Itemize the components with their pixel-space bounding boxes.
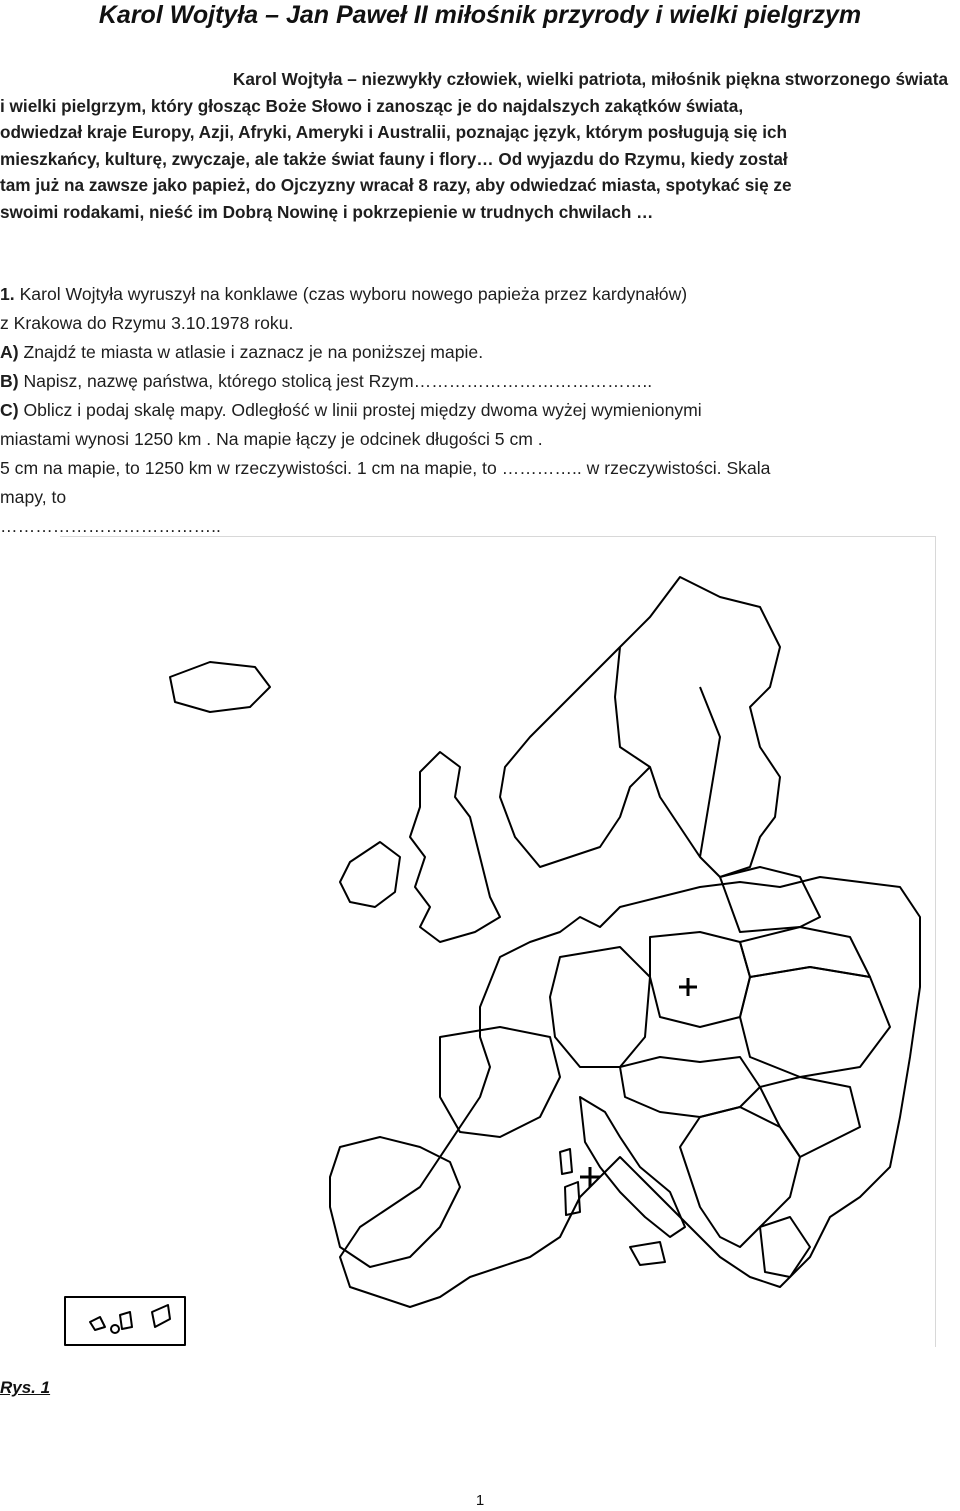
finland-border (700, 687, 720, 857)
page-number: 1 (475, 1492, 485, 1509)
task-c-label: C) (0, 400, 19, 420)
task-c-line-2: miastami wynosi 1250 km . Na mapie łączy je odcinek długości 5 cm . (0, 429, 543, 449)
corsica-outline (560, 1149, 572, 1174)
rome-marker-icon (580, 1167, 600, 1187)
intro-line: tam już na zawsze jako papież, do Ojczyzny wracał 8 razy, aby odwiedzać miasta, spotykać się ze (0, 175, 792, 196)
baltic-border (720, 867, 820, 932)
intro-line: Karol Wojtyła – niezwykły człowiek, wielki patriota, miłośnik piękna stworzonego świata (232, 69, 948, 89)
iceland-outline (170, 662, 270, 712)
belarus-border (740, 927, 870, 977)
romania-border (760, 1077, 860, 1157)
inset-island (111, 1325, 119, 1333)
germany-border (550, 947, 650, 1067)
task-c-line-4: mapy, to (0, 487, 67, 507)
intro-paragraph (0, 66, 958, 226)
task-a: A) Znajdź te miasta w atlasie i zaznacz je na poniższej mapie. (0, 342, 484, 362)
inset-island (90, 1317, 105, 1330)
inset-island (152, 1305, 170, 1327)
france-border (440, 1027, 560, 1137)
task-b-label: B) (0, 371, 19, 391)
europe-outline-map-icon (60, 537, 935, 1347)
balkans-outline (680, 1107, 800, 1247)
poland-border (650, 932, 750, 1027)
figure-caption: Rys. 1 (0, 1378, 51, 1397)
sicily-outline (630, 1242, 665, 1265)
central-border (620, 1057, 760, 1117)
iberia-outline (330, 1137, 460, 1267)
krakow-marker-icon (679, 978, 697, 996)
intro-line: i wielki pielgrzym, który głosząc Boże Słowo i zanosząc je do najdalszych zakątków świata, (0, 95, 744, 116)
ukraine-border (740, 967, 890, 1077)
task-section (0, 280, 958, 541)
task-b: B) Napisz, nazwę państwa, którego stolicą jest Rzym………………………………….. (0, 371, 653, 391)
task-line-1: 1. Karol Wojtyła wyruszył na konklawe (czas wyboru nowego papieża przez kardynałów) (0, 284, 688, 304)
continent-outline (340, 877, 920, 1307)
europe-map (60, 536, 936, 1347)
task-a-label: A) (0, 342, 19, 362)
task-number: 1. (0, 284, 15, 304)
intro-line: mieszkańcy, kulturę, zwyczaje, ale także świat fauny i flory… Od wyjazdu do Rzymu, kiedy został (0, 148, 788, 169)
ireland-outline (340, 842, 400, 907)
greece-outline (760, 1217, 810, 1277)
task-line-2: z Krakowa do Rzymu 3.10.1978 roku. (0, 313, 294, 333)
sweden-norway-border (615, 647, 650, 767)
italy-outline (580, 1097, 685, 1237)
task-c-line-3: 5 cm na mapie, to 1250 km w rzeczywistości. 1 cm na mapie, to ………….. w rzeczywistości. Skala (0, 458, 771, 478)
intro-line: swoimi rodakami, nieść im Dobrą Nowinę i pokrzepienie w trudnych chwilach … (0, 201, 654, 222)
task-c: C) Oblicz i podaj skalę mapy. Odległość w linii prostej między dwoma wyżej wymienionymi (0, 400, 702, 420)
task-answer-blank: ……………………………….. (0, 516, 221, 536)
scandinavia-outline (500, 577, 780, 877)
intro-line: odwiedzał kraje Europy, Azji, Afryki, Ameryki i Australii, poznając język, którym posługują się ich (0, 122, 788, 143)
page-title: Karol Wojtyła – Jan Paweł II miłośnik przyrody i wielki pielgrzym (98, 1, 862, 29)
inset-island (120, 1312, 132, 1329)
great-britain-outline (410, 752, 500, 942)
